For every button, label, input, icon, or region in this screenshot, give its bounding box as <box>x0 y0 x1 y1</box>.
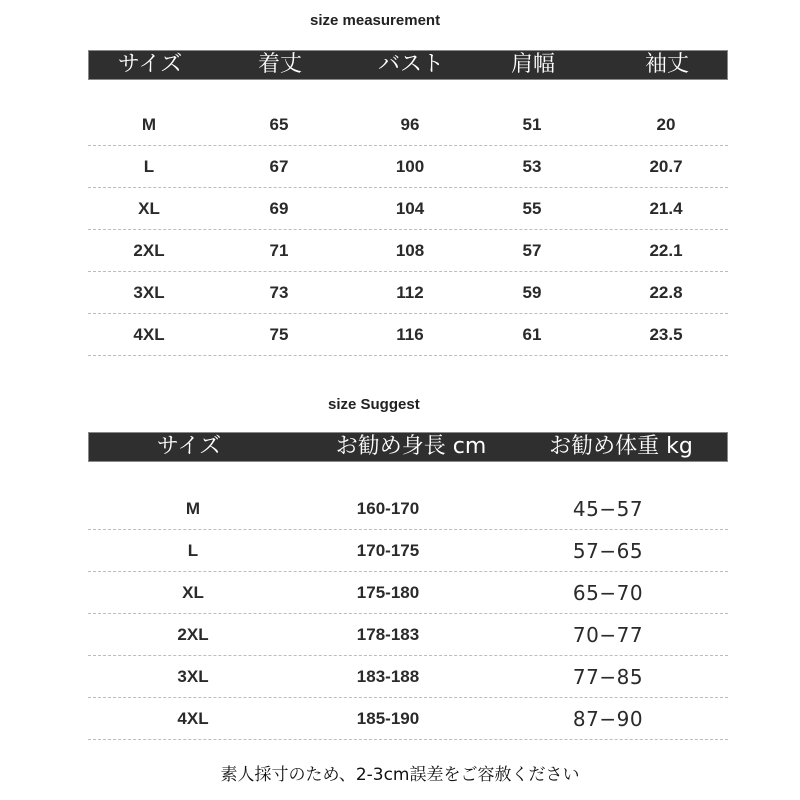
cell-sleeve: 22.1 <box>649 240 683 260</box>
header-bust: バスト <box>377 52 445 77</box>
cell-size: L <box>143 156 155 176</box>
cell-weight: 45−57 <box>572 496 644 521</box>
cell-sleeve: 20.7 <box>649 156 683 176</box>
cell-sleeve: 21.4 <box>649 198 683 218</box>
cell-size: M <box>185 498 201 518</box>
cell-sleeve: 22.8 <box>649 282 683 302</box>
suggest-title: size Suggest <box>328 396 420 413</box>
measurement-row <box>88 314 728 356</box>
header-weight: お勧め体重 kg <box>549 434 693 459</box>
cell-weight: 77−85 <box>572 664 644 689</box>
measurement-header <box>88 50 728 80</box>
cell-bust: 112 <box>396 282 424 302</box>
header-size: サイズ <box>156 434 222 459</box>
cell-shoulder: 51 <box>522 114 542 134</box>
cell-shoulder: 57 <box>522 240 542 260</box>
cell-size: M <box>141 114 157 134</box>
cell-length: 69 <box>269 198 289 218</box>
cell-length: 67 <box>269 156 289 176</box>
suggest-row <box>88 656 728 698</box>
cell-shoulder: 53 <box>522 156 542 176</box>
cell-size: 2XL <box>133 240 165 260</box>
measurement-row <box>88 104 728 146</box>
cell-weight: 65−70 <box>572 580 644 605</box>
header-height: お勧め身長 cm <box>335 434 487 459</box>
cell-length: 71 <box>269 240 289 260</box>
cell-bust: 108 <box>395 240 425 260</box>
cell-weight: 87−90 <box>572 706 644 731</box>
cell-length: 65 <box>269 114 289 134</box>
cell-height: 175-180 <box>356 582 420 602</box>
cell-size: XL <box>138 198 160 218</box>
header-length: 着丈 <box>257 52 303 77</box>
measurement-title: size measurement <box>310 12 441 29</box>
cell-sleeve: 23.5 <box>649 324 683 344</box>
suggest-row <box>88 614 728 656</box>
header-shoulder: 肩幅 <box>510 52 556 77</box>
cell-bust: 104 <box>395 198 425 218</box>
suggest-row <box>88 488 728 530</box>
header-sleeve: 袖丈 <box>644 52 690 77</box>
cell-weight: 57−65 <box>572 538 644 563</box>
cell-size: 3XL <box>177 666 209 686</box>
measurement-row <box>88 188 728 230</box>
measurement-row <box>88 272 728 314</box>
measurement-note: 素人採寸のため、2-3cm誤差をご容赦ください <box>220 765 580 785</box>
cell-size: 4XL <box>133 324 165 344</box>
cell-size: 4XL <box>177 708 209 728</box>
cell-sleeve: 20 <box>656 114 676 134</box>
cell-height: 185-190 <box>356 708 420 728</box>
cell-length: 75 <box>269 324 289 344</box>
suggest-header <box>88 432 728 462</box>
measurement-row <box>88 230 728 272</box>
cell-size: 2XL <box>177 624 209 644</box>
cell-shoulder: 55 <box>522 198 542 218</box>
cell-length: 73 <box>269 282 289 302</box>
measurement-row <box>88 146 728 188</box>
cell-weight: 70−77 <box>572 622 644 647</box>
cell-shoulder: 59 <box>522 282 542 302</box>
suggest-row <box>88 530 728 572</box>
cell-height: 160-170 <box>356 498 420 518</box>
suggest-row <box>88 698 728 740</box>
header-size: サイズ <box>117 52 183 77</box>
cell-size: 3XL <box>133 282 165 302</box>
cell-shoulder: 61 <box>522 324 542 344</box>
suggest-row <box>88 572 728 614</box>
cell-height: 178-183 <box>356 624 420 644</box>
cell-size: L <box>187 540 199 560</box>
cell-size: XL <box>182 582 204 602</box>
cell-height: 183-188 <box>356 666 420 686</box>
cell-height: 170-175 <box>356 540 420 560</box>
cell-bust: 96 <box>400 114 420 134</box>
cell-bust: 100 <box>395 156 425 176</box>
cell-bust: 116 <box>396 324 424 344</box>
